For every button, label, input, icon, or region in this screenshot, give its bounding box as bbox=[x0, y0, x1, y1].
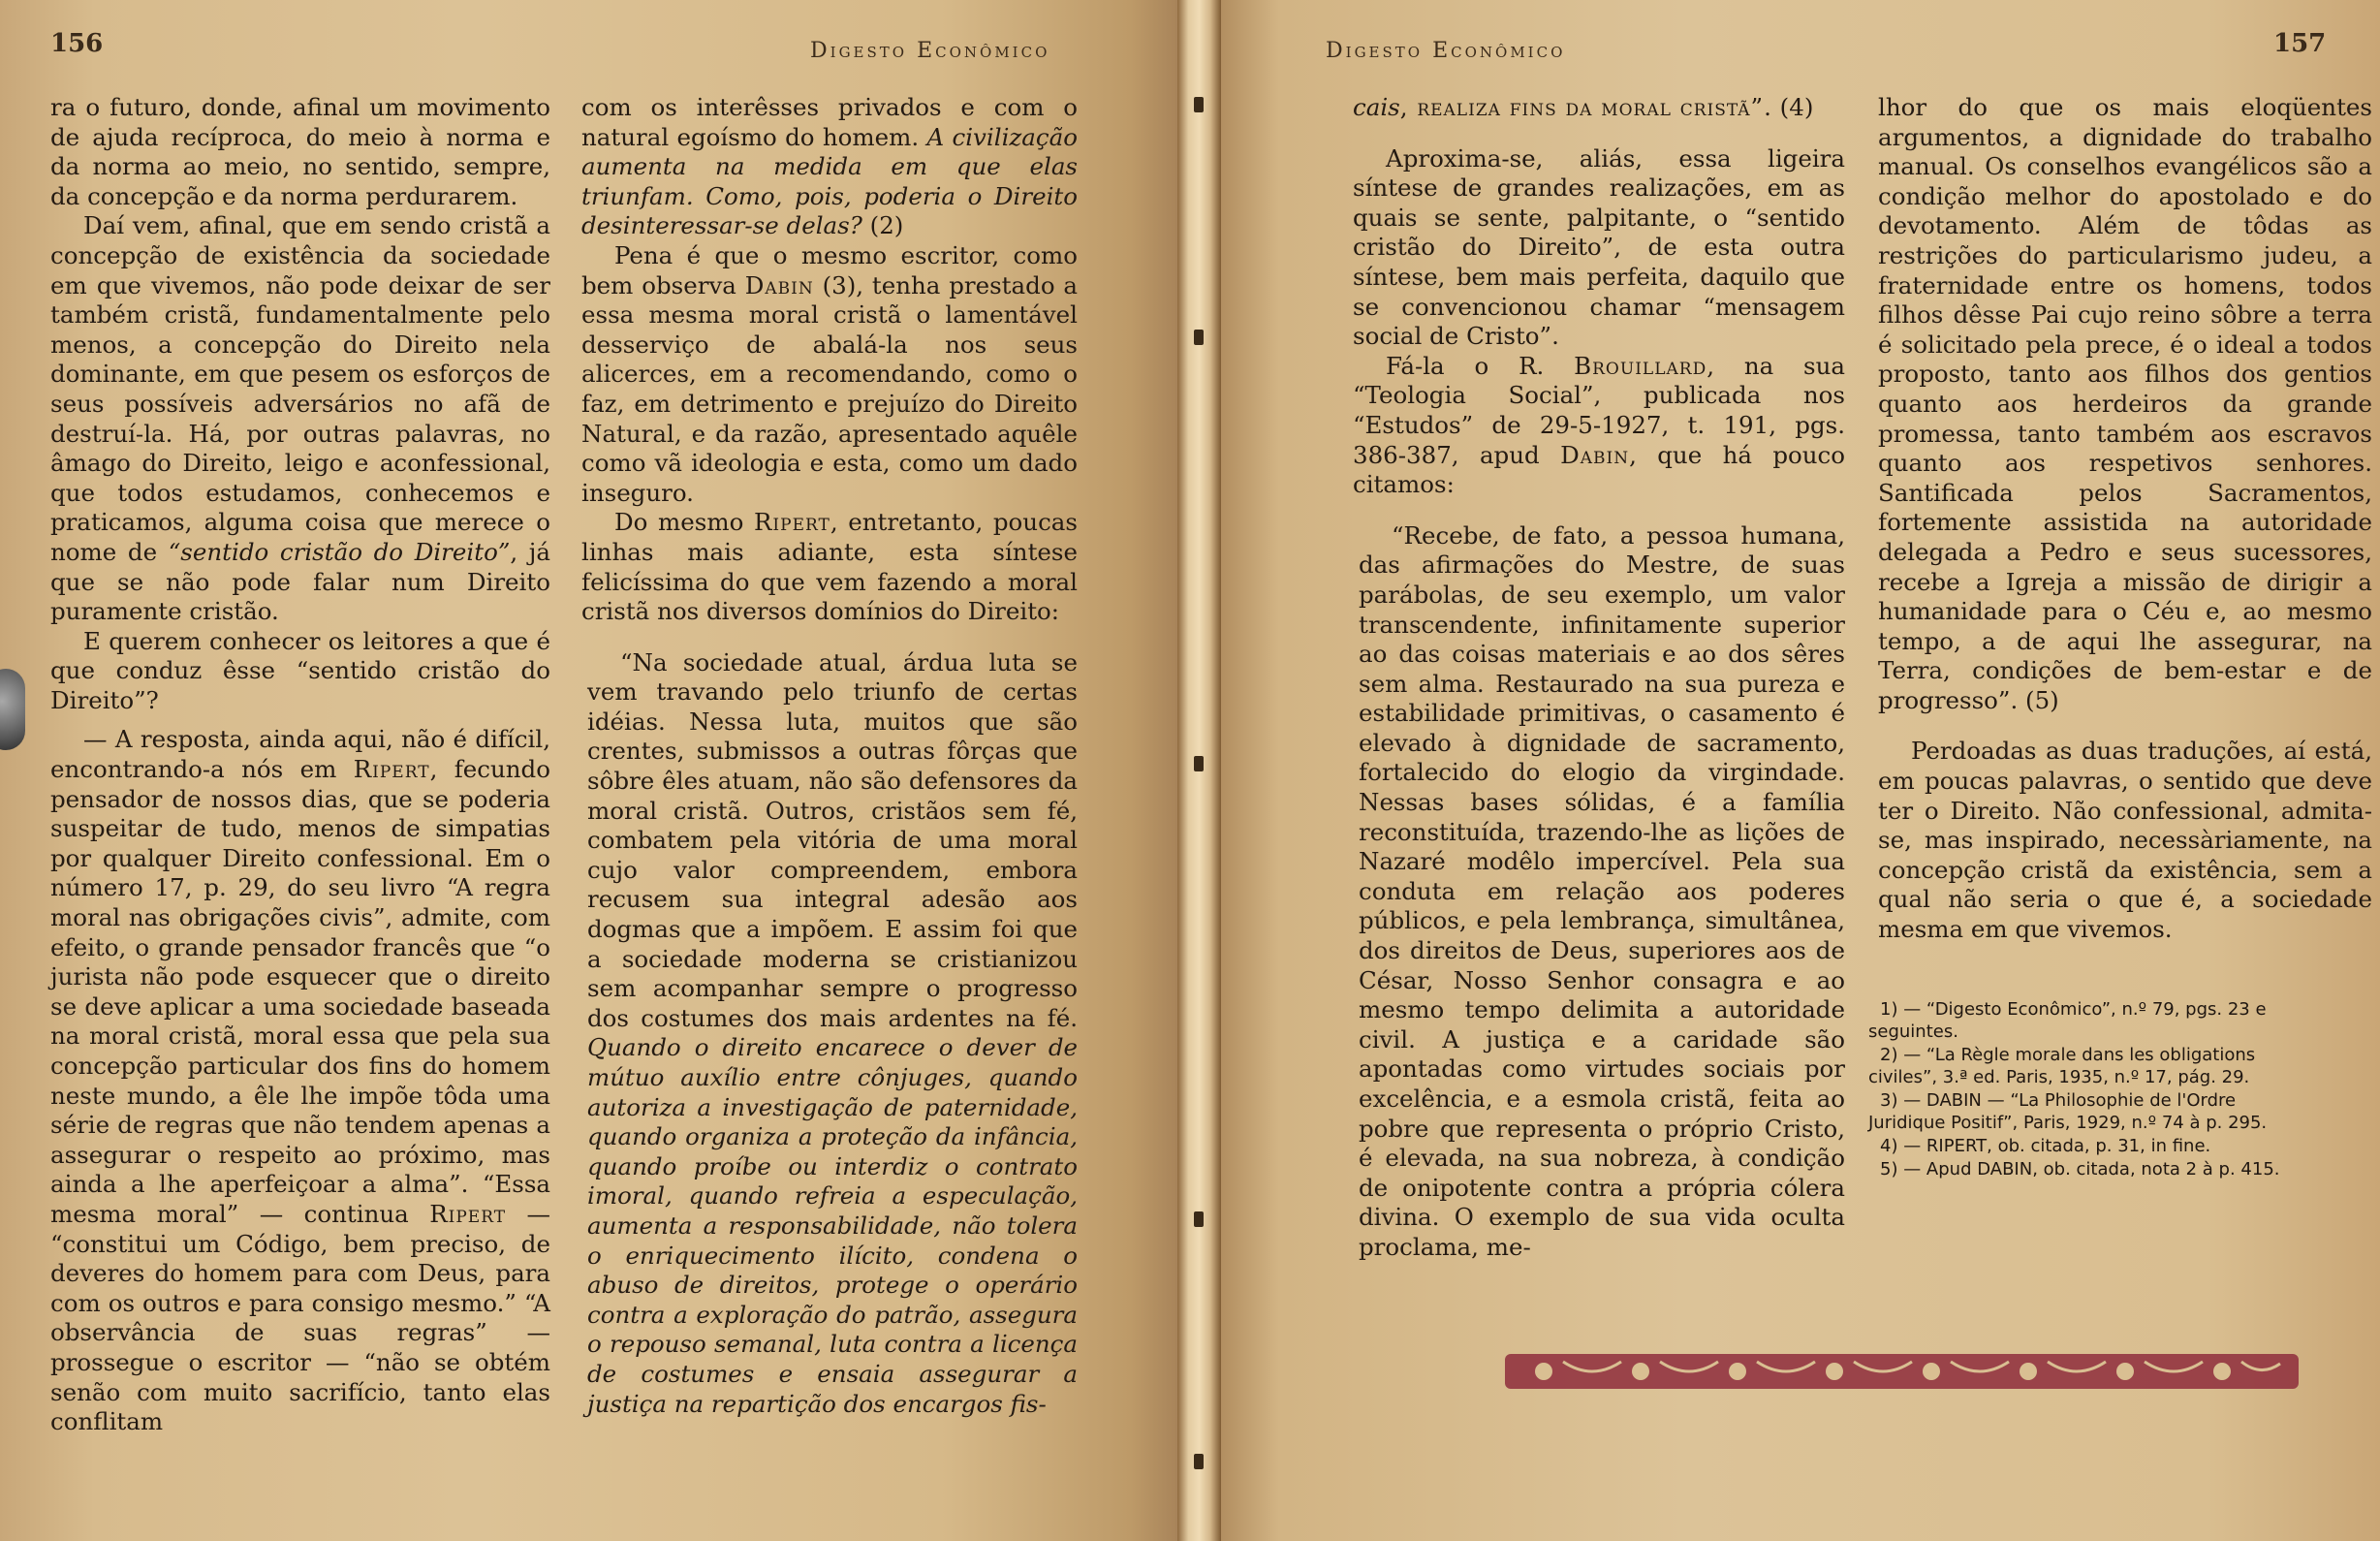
footnote: 3) — DABIN — “La Philosophie de l'Ordre Juridique Positif”, Paris, 1929, n.º 74 à p. 295. bbox=[1868, 1090, 2268, 1133]
footnotes bbox=[1868, 998, 2308, 1181]
block-quote: “Na sociedade atual, árdua luta se vem travando pelo triunfo de certas idéias. Nessa luta, muitos que são crentes, submissos a outras fôrças que sôbre êles atuam, não são defensores da moral cristã. Outros, cristãos sem fé, combatem pela vitória de uma moral cujo valor compreendem, embora recusem sua integral adesão aos dogmas que a impõem. E assim foi que a sociedade moderna se cristianizou sem acompanhar sempre o progresso dos costumes dos mais ardentes na fé. Quando o direito encarece o dever de mútuo auxílio entre cônjuges, quando autoriza a investigação de paternidade, quando organiza a proteção da infância, quando proíbe ou interdiz o contrato imoral, quando refreia a especulação, aumenta a responsabilidade, não tolera o enriquecimento ilícito, condena o abuso de direitos, protege o operário contra a exploração do patrão, assegura o repouso semanal, luta contra a licença de costumes e ensaia assegurar a justiça na repartição dos encargos fis- bbox=[587, 647, 1078, 1418]
left-page bbox=[0, 0, 1177, 1541]
page-number-right: 157 bbox=[2273, 29, 2327, 58]
paragraph: — A resposta, ainda aqui, não é difícil, encontrando-a nós em Ripert, fecundo pensador de nossos dias, que se poderia suspeitar de tudo, menos de simpatias por qualquer Direito confessional. Em o número 17, p. 29, do seu livro “A regra moral nas obrigações civis”, admite, com efeito, o grande pensador francês que “o jurista não pode esquecer que o direito se deve aplicar a uma sociedade baseada na moral cristã, moral essa que pela sua concepção particular dos fins do homem neste mundo, a êle lhe impõe tôda uma série de regras que não tendem apenas a assegurar o respeito ao próximo, mas ainda a lhe aperfeiçoar a alma”. “Essa mesma moral” — continua Ripert — “constitui um Código, bem preciso, de deveres do homem para com Deus, para com os outros e para consigo mesmo.” “A observância de suas regras” — prossegue o escritor — “não se obtém senão com muito sacrifício, tanto elas conflitam bbox=[50, 725, 550, 1436]
footnote: 5) — Apud DABIN, ob. citada, nota 2 à p. 415. bbox=[1880, 1159, 2280, 1179]
binder-rivet-left bbox=[0, 669, 25, 750]
right-page bbox=[1221, 0, 2380, 1541]
paragraph: Daí vem, afinal, que em sendo cristã a concepção de existência da sociedade em que vivemos, não pode deixar de ser também cristã, fundamentalmente pelo menos, a concepção do Direito nela dominante, em que pesem os esforços de seus possíveis adversários no afã de destruí-la. Há, por outras palavras, no âmago do Direito, leigo e aconfessional, que todos estudamos, conhecemos e praticamos, alguma coisa que merece o nome de “sentido cristão do Direito”, já que se não pode falar num Direito puramente cristão. bbox=[50, 211, 551, 626]
binding-thread bbox=[1194, 330, 1204, 345]
paragraph: E querem conhecer os leitores a que é que conduz êsse “sentido cristão do Direito”? bbox=[50, 626, 550, 714]
binding-thread bbox=[1194, 97, 1204, 112]
paragraph: Fá-la o R. Brouillard, na sua “Teologia Social”, publicada nos “Estudos” de 29-5-1927, t. 191, pgs. 386-387, apud Dabin, que há pouco citamos: bbox=[1353, 351, 1846, 499]
binding-thread bbox=[1194, 1454, 1204, 1469]
left-column-2 bbox=[581, 93, 1078, 1419]
right-column-1 bbox=[1353, 93, 1845, 1263]
block-quote: “Recebe, de fato, a pessoa humana, das afirmações do Mestre, de suas parábolas, de seu exemplo, um valor transcendente, infinitamente superior ao das coisas materiais e ao dos sêres sem alma. Restaurado na sua pureza e estabilidade primitivas, o casamento é elevado à dignidade de sacramento, fortalecido do elogio da virgindade. Nessas bases sólidas, é a família reconstituída, trazendo-lhe as lições de Nazaré modêlo impercível. Pela sua conduta em relação aos poderes públicos, e pela lembrança, simultânea, dos direitos de Deus, superiores aos de César, Nosso Senhor consagra e ao mesmo tempo delimita a autoridade civil. A justiça e a caridade são apontadas como virtudes sociais por excelência, e a esmola cristã, feita ao pobre que representa o próprio Cristo, é elevada, na sua nobreza, à condição de onipotente contra a própria cólera divina. O exemplo de sua vida oculta proclama, me- bbox=[1359, 520, 1845, 1261]
binding-thread bbox=[1194, 756, 1204, 771]
decorative-ornament-border bbox=[1505, 1348, 2299, 1395]
footnote: 1) — “Digesto Econômico”, n.º 79, pgs. 23 e seguintes. bbox=[1868, 999, 2267, 1042]
paragraph: ra o futuro, donde, afinal um movimento de ajuda recíproca, do meio à norma e da norma ao meio, no sentido, sempre, da concepção e da norma perdurarem. bbox=[50, 93, 550, 210]
paragraph: Pena é que o mesmo escritor, como bem observa Dabin (3), tenha prestado a essa mesma moral cristã o lamentável desserviço de abalá-la nos seus alicerces, em a recomendando, como o faz, em detrimento e prejuízo do Direito Natural, e da razão, apresentado aquêle como vã ideologia e esta, como um dado inseguro. bbox=[581, 240, 1078, 507]
paragraph: com os interêsses privados e com o natural egoísmo do homem. A civilização aumenta na medida em que elas triunfam. Como, pois, poderia o Direito desinteressar-se delas? (2) bbox=[581, 93, 1078, 240]
paragraph: Aproxima-se, aliás, essa ligeira síntese de grandes realizações, em as quais se sente, palpitante, o “sentido cristão do Direito”, de esta outra síntese, bem mais perfeita, daquilo que se convencionou chamar “mensagem social de Cristo”. bbox=[1353, 143, 1845, 351]
paragraph: Perdoadas as duas traduções, aí está, em poucas palavras, o sentido que deve ter o Direito. Não confessional, admita-se, mas inspirado, necessàriamente, na concepção cristã da existência, sem a qual não seria o que é, a sociedade mesma em que vivemos. bbox=[1878, 737, 2372, 944]
page-number-left: 156 bbox=[50, 29, 104, 58]
paragraph: Do mesmo Ripert, entretanto, poucas linhas mais adiante, esta síntese felicíssima do que vem fazendo a moral cristã nos diversos domínios do Direito: bbox=[581, 508, 1078, 626]
right-column-2 bbox=[1878, 93, 2372, 945]
left-column-1 bbox=[50, 93, 550, 1437]
binding-thread bbox=[1194, 1211, 1204, 1227]
paragraph: cais, realiza fins da moral cristã”. (4) bbox=[1353, 93, 1814, 121]
running-header-left: Digesto Econômico bbox=[810, 39, 1050, 63]
footnote: 2) — “La Règle morale dans les obligations civiles”, 3.ª ed. Paris, 1935, n.º 17, pág. 29. bbox=[1868, 1045, 2256, 1087]
paragraph: lhor do que os mais eloqüentes argumentos, a dignidade do trabalho manual. Os conselhos evangélicos são a condição melhor do apostolado e do devotamento. Além de tôdas as restrições do particularismo judeu, a fraternidade entre os homens, todos filhos dêsse Pai cujo reino sôbre a terra é solicitado pela prece, é o ideal a todos proposto, tanto aos filhos dos gentios quanto aos herdeiros da grande promessa, tanto também aos escravos quanto aos respetivos senhores. Santificada pelos Sacramentos, fortemente assistida na autoridade delegada a Pedro e seus sucessores, recebe a Igreja a missão de dirigir a humanidade para o Céu e, ao mesmo tempo, a de aqui lhe assegurar, na Terra, condições de bem-estar e de progresso”. (5) bbox=[1878, 93, 2372, 714]
running-header-right: Digesto Econômico bbox=[1326, 39, 1566, 63]
footnote: 4) — RIPERT, ob. citada, p. 31, in fine. bbox=[1880, 1136, 2211, 1156]
